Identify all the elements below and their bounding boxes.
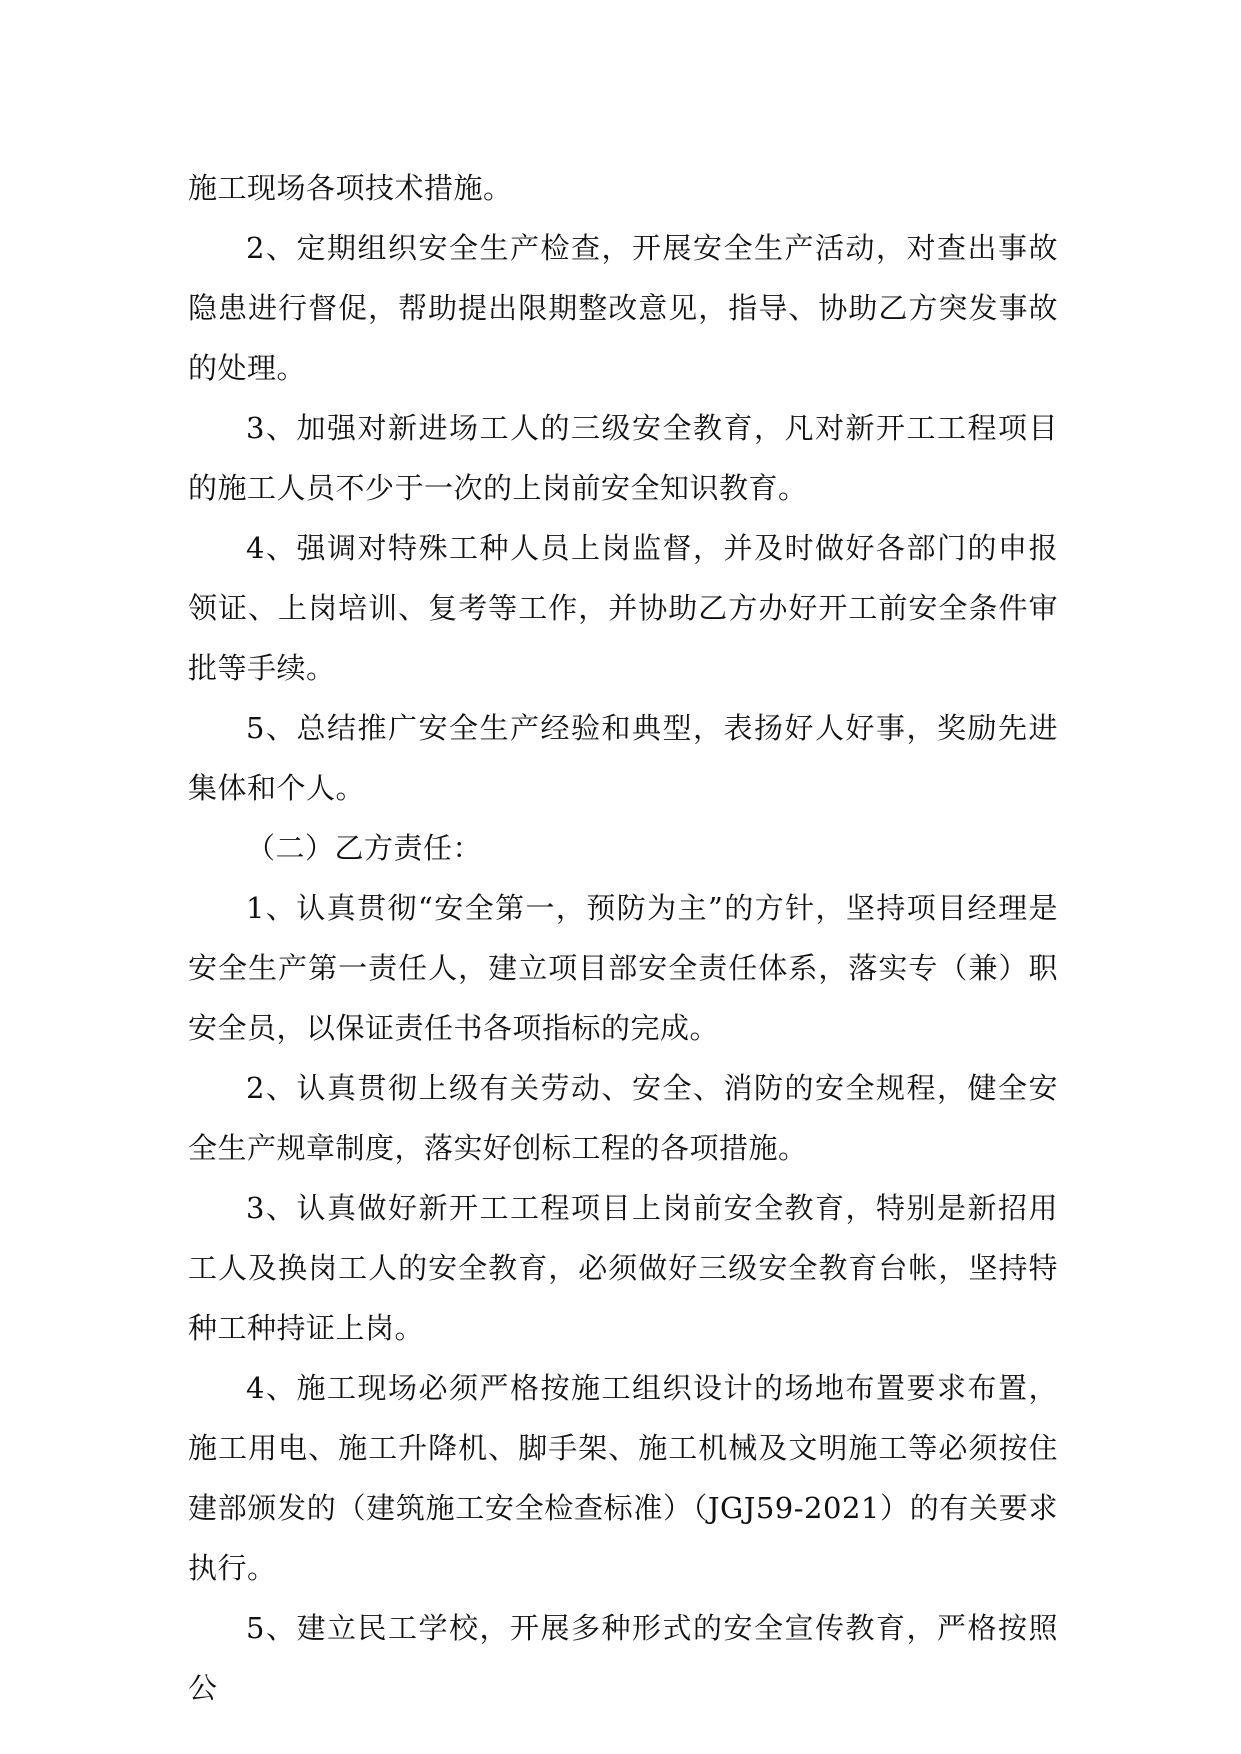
paragraph-item-2: 2、定期组织安全生产检查，开展安全生产活动，对查出事故隐患进行督促，帮助提出限期整改意见，指导、协助乙方突发事故的处理。 (188, 231, 1058, 385)
paragraph-b-item-4: 4、施工现场必须严格按施工组织设计的场地布置要求布置，施工用电、施工升降机、脚手架、施工机械及文明施工等必须按住建部颁发的（建筑施工安全检查标准）（JGJ59-2021）的有关要求执行。 (188, 1371, 1058, 1585)
section-heading-party-b: （二）乙方责任： (246, 831, 483, 865)
document-body (188, 158, 1058, 1718)
paragraph-b-item-3: 3、认真做好新开工工程项目上岗前安全教育，特别是新招用工人及换岗工人的安全教育，必须做好三级安全教育台帐，坚持特种工种持证上岗。 (188, 1191, 1058, 1345)
paragraph-b-item-1: 1、认真贯彻“安全第一，预防为主”的方针，坚持项目经理是安全生产第一责任人，建立项目部安全责任体系，落实专（兼）职安全员，以保证责任书各项指标的完成。 (188, 891, 1058, 1045)
paragraph-item-3: 3、加强对新进场工人的三级安全教育，凡对新开工工程项目的施工人员不少于一次的上岗前安全知识教育。 (188, 411, 1058, 505)
paragraph-item-4: 4、强调对特殊工种人员上岗监督，并及时做好各部门的申报领证、上岗培训、复考等工作，并协助乙方办好开工前安全条件审批等手续。 (188, 531, 1058, 685)
paragraph-continuation: 施工现场各项技术措施。 (188, 171, 513, 205)
paragraph-item-5: 5、总结推广安全生产经验和典型，表扬好人好事，奖励先进集体和个人。 (188, 711, 1058, 805)
paragraph-b-item-2: 2、认真贯彻上级有关劳动、安全、消防的安全规程，健全安全生产规章制度，落实好创标工程的各项措施。 (188, 1071, 1058, 1165)
paragraph-b-item-5: 5、建立民工学校，开展多种形式的安全宣传教育，严格按照公 (188, 1611, 1058, 1705)
